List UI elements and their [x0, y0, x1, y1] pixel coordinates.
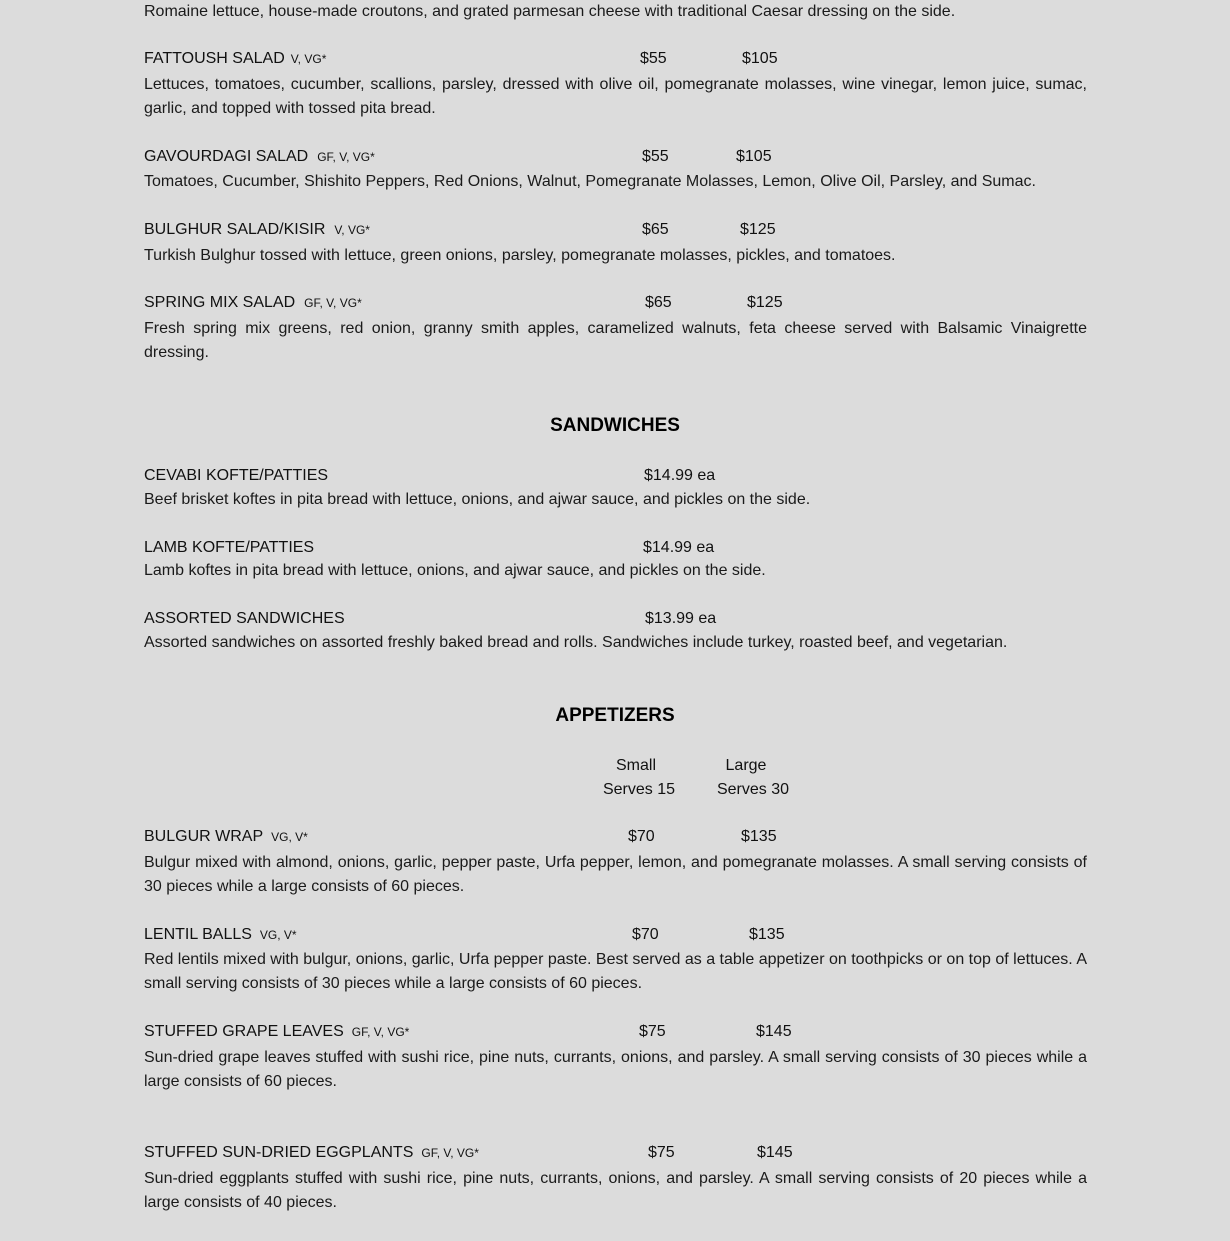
- item-description: Bulgur mixed with almond, onions, garlic, pepper paste, Urfa pepper, lemon, and pomegranate molasses. A small serving consists of 30 pieces while a large consists of 60 pieces.: [144, 854, 1087, 895]
- menu-item-stuffed-sun-dried-eggplants: [144, 1141, 479, 1165]
- menu-item-stuffed-grape-leaves: [144, 1020, 409, 1044]
- dietary-tags: V, VG*: [334, 223, 370, 237]
- price-large: $145: [756, 1023, 792, 1040]
- price-large: $125: [747, 294, 783, 311]
- column-header-large-serves: Serves 30: [716, 781, 790, 798]
- item-name: BULGHUR SALAD/KISIR: [144, 221, 326, 238]
- dietary-tags: VG, V*: [259, 928, 297, 942]
- item-description: Fresh spring mix greens, red onion, granny smith apples, caramelized walnuts, feta cheese served with Balsamic Vinaigrette dressing.: [144, 320, 1087, 361]
- item-description: Lettuces, tomatoes, cucumber, scallions, parsley, dressed with olive oil, pomegranate molasses, wine vinegar, lemon juice, sumac, garlic, and topped with tossed pita bread.: [144, 76, 1087, 117]
- item-description: Tomatoes, Cucumber, Shishito Peppers, Red Onions, Walnut, Pomegranate Molasses, Lemon, Olive Oil, Parsley, and Sumac.: [144, 173, 1036, 190]
- price-large: $125: [740, 221, 776, 238]
- item-description: Sun-dried eggplants stuffed with sushi rice, pine nuts, currants, onions, and parsley. A small serving consists of 20 pieces while a large consists of 40 pieces.: [144, 1170, 1087, 1211]
- item-name: GAVOURDAGI SALAD: [144, 148, 309, 165]
- item-description: Turkish Bulghur tossed with lettuce, green onions, parsley, pomegranate molasses, pickles, and tomatoes.: [144, 247, 896, 264]
- menu-item-fattoush-salad: [144, 47, 326, 71]
- price-small: $75: [648, 1144, 675, 1161]
- price-each: $13.99 ea: [645, 610, 717, 627]
- price-large: $105: [736, 148, 772, 165]
- item-name: LAMB KOFTE/PATTIES: [144, 539, 315, 556]
- price-small: $65: [645, 294, 672, 311]
- price-large: $145: [757, 1144, 793, 1161]
- column-header-small: Small: [615, 757, 656, 774]
- item-description: Sun-dried grape leaves stuffed with sushi rice, pine nuts, currants, onions, and parsley. A small serving consists of 30 pieces while a large consists of 60 pieces.: [144, 1049, 1087, 1090]
- price-small: $55: [642, 148, 669, 165]
- price-small: $70: [632, 926, 659, 943]
- item-name: SPRING MIX SALAD: [144, 294, 296, 311]
- item-name: FATTOUSH SALAD: [144, 50, 285, 67]
- price-small: $70: [628, 828, 655, 845]
- item-name: STUFFED SUN-DRIED EGGPLANTS: [144, 1144, 414, 1161]
- menu-item-spring-mix-salad: [144, 291, 362, 315]
- menu-item-lentil-balls: [144, 923, 297, 947]
- dietary-tags: GF, V, VG*: [317, 150, 375, 164]
- dietary-tags: VG, V*: [271, 830, 308, 844]
- item-description: Lamb koftes in pita bread with lettuce, onions, and ajwar sauce, and pickles on the side.: [144, 562, 766, 579]
- dietary-tags: GF, V, VG*: [421, 1146, 479, 1160]
- price-small: $55: [640, 50, 667, 67]
- item-name: LENTIL BALLS: [144, 926, 252, 943]
- price-large: $135: [741, 828, 777, 845]
- menu-item-bulghur-salad: [144, 218, 370, 242]
- item-name: STUFFED GRAPE LEAVES: [144, 1023, 344, 1040]
- item-description: Beef brisket koftes in pita bread with lettuce, onions, and ajwar sauce, and pickles on the side.: [144, 491, 811, 508]
- item-description: Assorted sandwiches on assorted freshly baked bread and rolls. Sandwiches include turkey, roasted beef, and vegetarian.: [144, 634, 1008, 651]
- menu-item-cevabi-kofte: [144, 464, 328, 488]
- dietary-tags: GF, V, VG*: [351, 1025, 410, 1039]
- caesar-salad-description: Romaine lettuce, house-made croutons, and grated parmesan cheese with traditional Caesar dressing on the side.: [144, 3, 956, 20]
- menu-item-lamb-kofte: [144, 536, 314, 560]
- dietary-tags: V, VG*: [290, 52, 327, 66]
- price-each: $14.99 ea: [643, 539, 715, 556]
- menu-item-gavourdagi-salad: [144, 145, 375, 169]
- price-each: $14.99 ea: [644, 467, 716, 484]
- item-name: BULGUR WRAP: [144, 828, 264, 845]
- price-small: $65: [642, 221, 669, 238]
- item-description: Red lentils mixed with bulgur, onions, garlic, Urfa pepper paste. Best served as a table appetizer on toothpicks or on top of lettuces. A small serving consists of 30 pieces while a large consists of 60 pieces.: [144, 951, 1087, 992]
- menu-item-bulgur-wrap: [144, 825, 308, 849]
- price-large: $105: [742, 50, 778, 67]
- section-title-appetizers: APPETIZERS: [555, 705, 675, 726]
- menu-item-assorted-sandwiches: [144, 607, 345, 631]
- dietary-tags: GF, V, VG*: [304, 296, 362, 310]
- item-name: CEVABI KOFTE/PATTIES: [144, 467, 329, 484]
- item-name: ASSORTED SANDWICHES: [144, 610, 345, 627]
- section-title-sandwiches: SANDWICHES: [550, 415, 680, 436]
- price-large: $135: [749, 926, 785, 943]
- price-small: $75: [639, 1023, 666, 1040]
- column-header-small-serves: Serves 15: [602, 781, 676, 798]
- column-header-large: Large: [725, 757, 767, 774]
